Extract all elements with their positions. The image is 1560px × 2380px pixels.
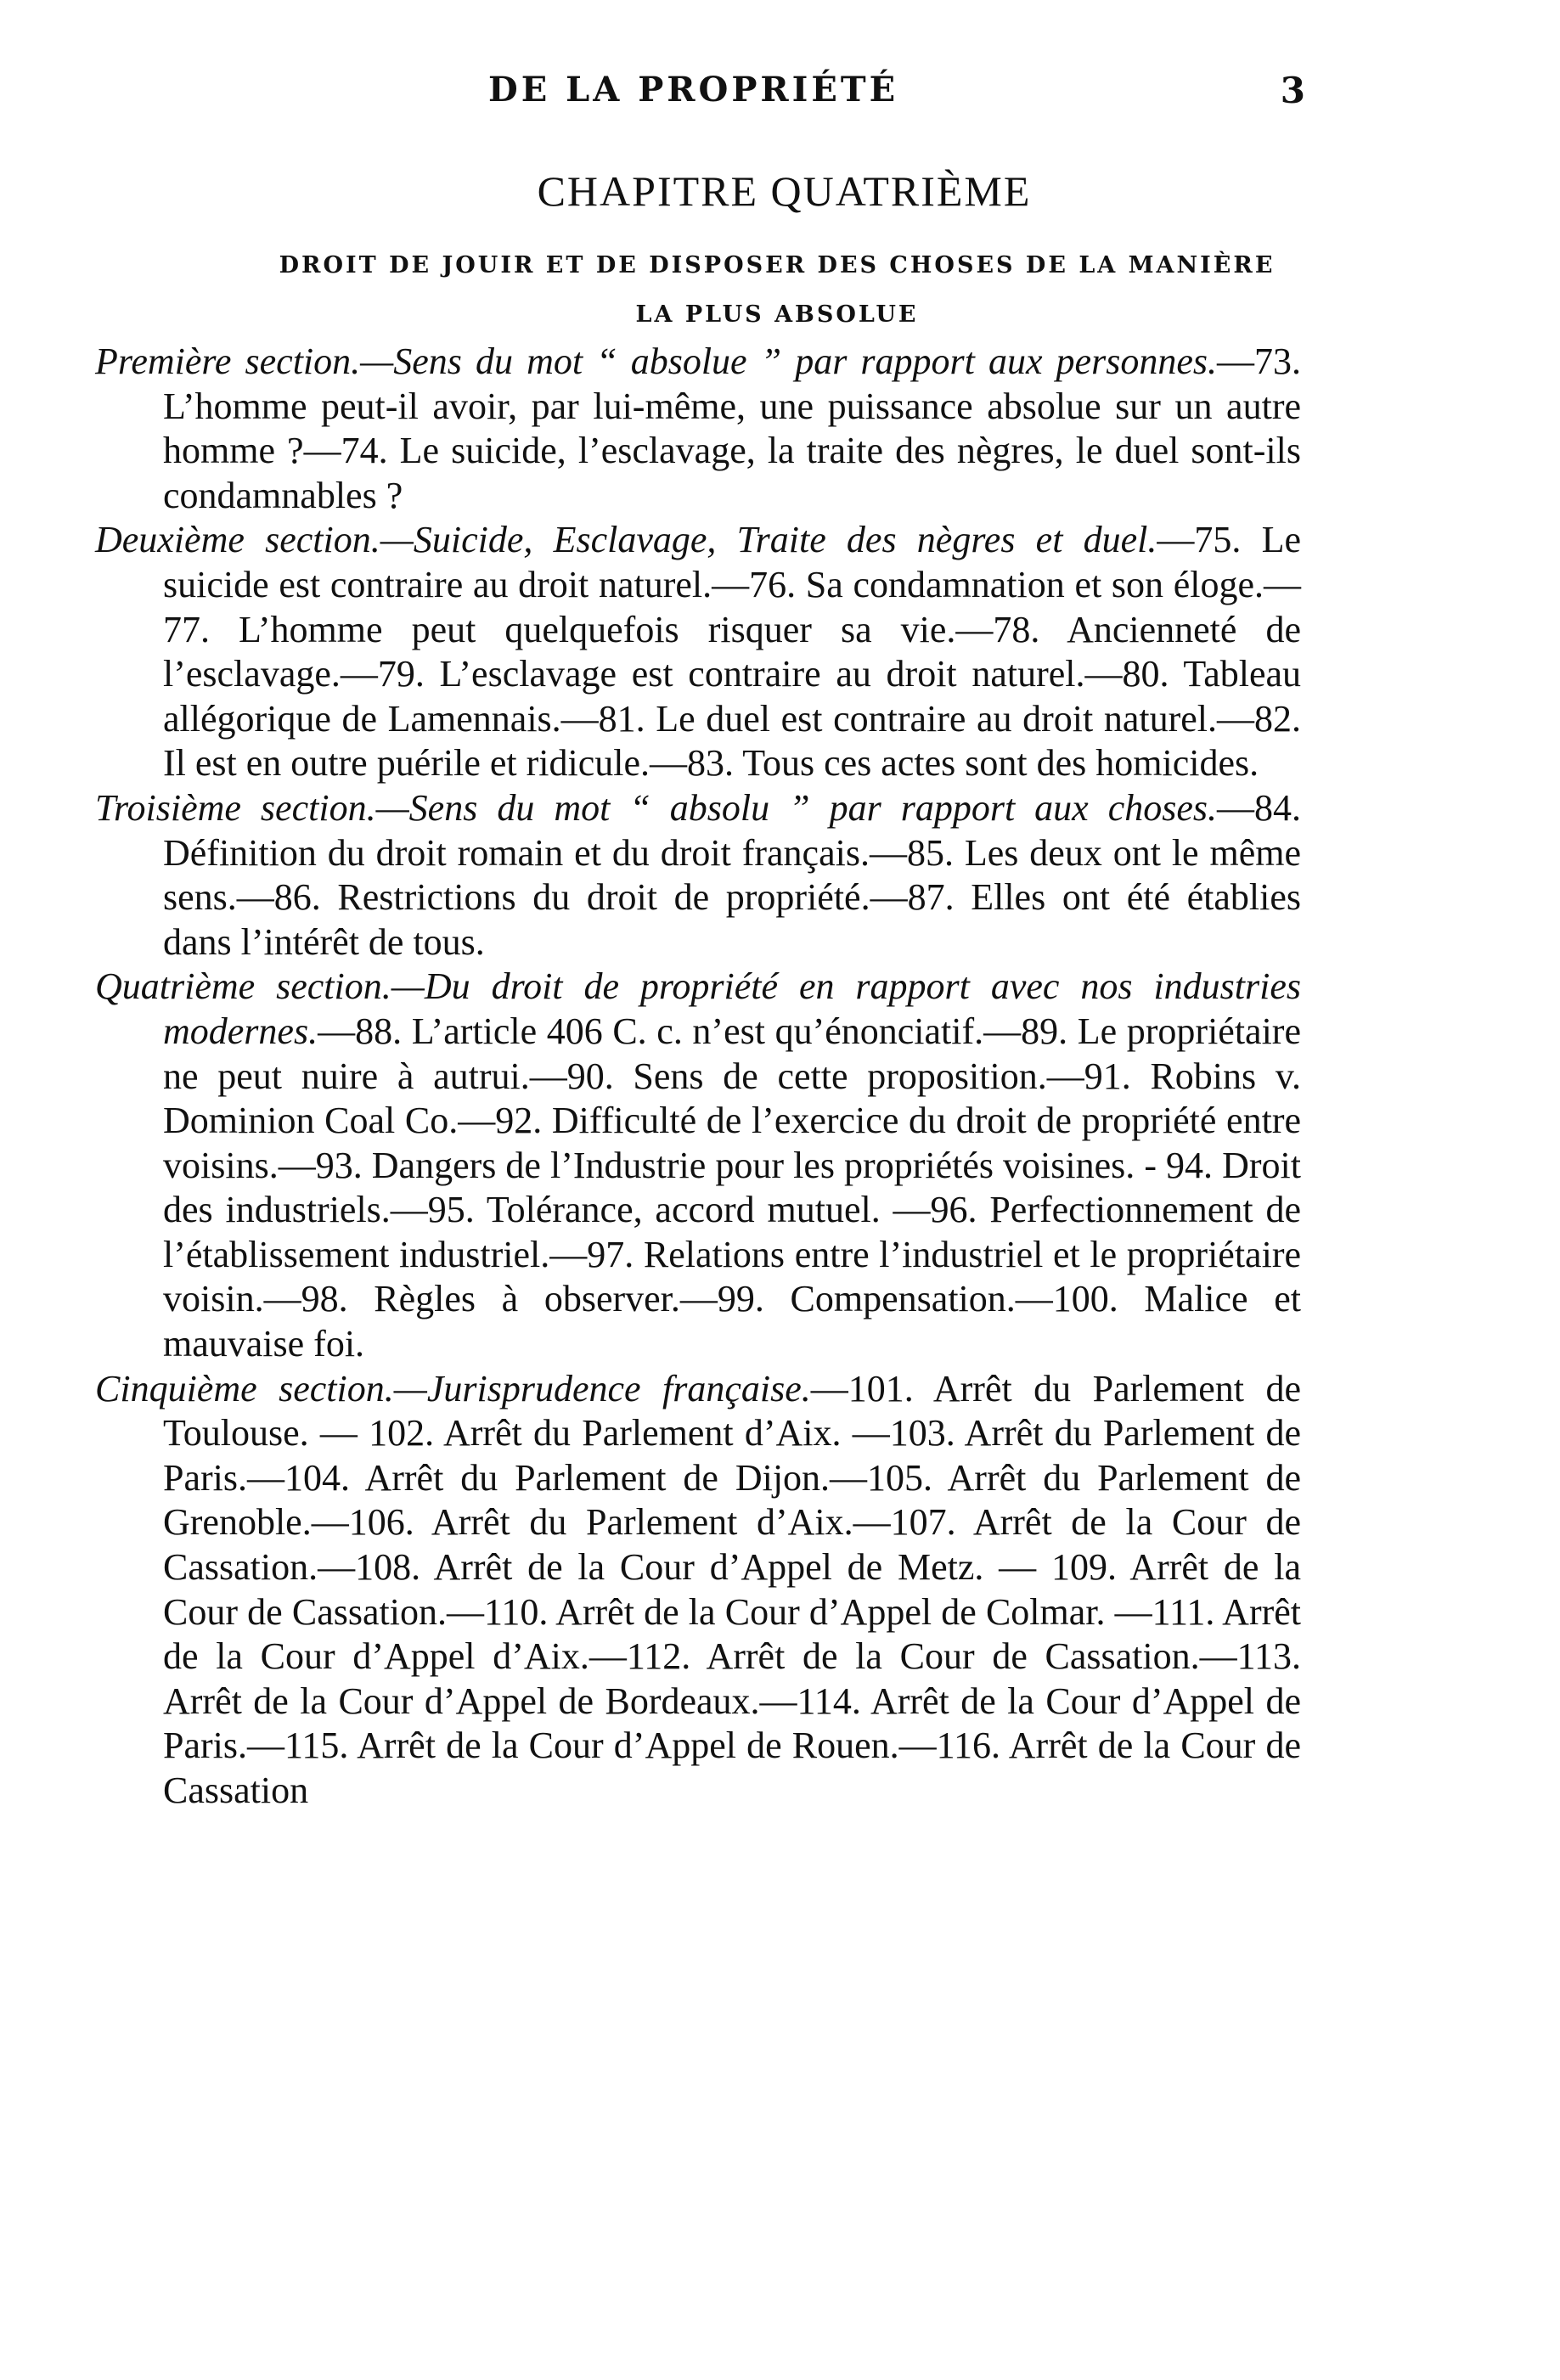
running-title: DE LA PROPRIÉTÉ bbox=[488, 70, 899, 110]
section-3 bbox=[95, 786, 1301, 965]
section-2-title: Deuxième section.—Suicide, Esclavage, Traite des nègres et duel. bbox=[95, 519, 1157, 561]
chapter-subtitle-line1: DROIT DE JOUIR ET DE DISPOSER DES CHOSES DE LA MANIÈRE bbox=[279, 252, 1276, 279]
section-4-title: Quatrième section.—Du droit de propriété en rapport avec nos industries modernes. bbox=[95, 965, 1301, 1052]
section-5 bbox=[95, 1367, 1301, 1814]
chapter-subtitle-line2: LA PLUS ABSOLUE bbox=[635, 301, 919, 328]
section-4 bbox=[95, 965, 1301, 1366]
page-header bbox=[0, 70, 1560, 121]
chapter-title: CHAPITRE QUATRIÈME bbox=[537, 167, 1032, 215]
section-1-title: Première section.—Sens du mot “ absolue ” par rapport aux personnes. bbox=[95, 340, 1217, 382]
section-2 bbox=[95, 518, 1301, 786]
section-3-title: Troisième section.—Sens du mot “ absolu ” par rapport aux choses. bbox=[95, 786, 1217, 829]
page-number: 3 bbox=[1280, 70, 1305, 111]
section-5-body: —101. Arrêt du Parlement de Toulouse. — 102. Arrêt du Parlement d’Aix. —103. Arrêt du Parlement de Paris.—104. Arrêt du Parlement de Dijon.—105. Arrêt du Parlement de Grenoble.—106. Arrêt du Parlement d’Aix.—107. Arrêt de la Cour de Cassation.—108. Arrêt de la Cour d’Appel de Metz. — 109. Arrêt de la Cour de Cassation.—110. Arrêt de la Cour d’Appel de Colmar. —111. Arrêt de la Cour d’Appel d’Aix.—112. Arrêt de la Cour de Cassation.—113. Arrêt de la Cour d’Appel de Bordeaux.—114. Arrêt de la Cour d’Appel de Paris.—115. Arrêt de la Cour d’Appel de Rouen.—116. Arrêt de la Cour de Cassation bbox=[163, 1367, 1301, 1811]
section-1-body: —73. L’homme peut-il avoir, par lui-même, une puissance absolue sur un autre homme ?—74. Le suicide, l’esclavage, la traite des nègres, le duel sont-ils condamnables ? bbox=[163, 340, 1301, 516]
section-1 bbox=[95, 340, 1301, 518]
table-of-contents bbox=[95, 340, 1301, 1814]
section-4-body: —88. L’article 406 C. c. n’est qu’énonciatif.—89. Le propriétaire ne peut nuire à autrui.—90. Sens de cette proposition.—91. Robins v. Dominion Coal Co.—92. Difficulté de l’exercice du droit de propriété entre voisins.—93. Dangers de l’Industrie pour les propriétés voisines. - 94. Droit des industriels.—95. Tolérance, accord mutuel. —96. Perfectionnement de l’établissement industriel.—97. Relations entre l’industriel et le propriétaire voisin.—98. Règles à observer.—99. Compensation.—100. Malice et mauvaise foi. bbox=[163, 1010, 1301, 1365]
chapter-subtitle bbox=[170, 241, 1384, 340]
section-2-body: —75. Le suicide est contraire au droit naturel.—76. Sa condamnation et son éloge.—77. L’homme peut quelquefois risquer sa vie.—78. Ancienneté de l’esclavage.—79. L’esclavage est contraire au droit naturel.—80. Tableau allégorique de Lamennais.—81. Le duel est contraire au droit naturel.—82. Il est en outre puérile et ridicule.—83. Tous ces actes sont des homicides. bbox=[163, 519, 1302, 785]
section-3-body: —84. Définition du droit romain et du droit français.—85. Les deux ont le même sens.—86. Restrictions du droit de propriété.—87. Elles ont été établies dans l’intérêt de tous. bbox=[163, 786, 1301, 963]
section-5-title: Cinquième section.—Jurisprudence française. bbox=[95, 1367, 811, 1409]
page-bottom-margin bbox=[0, 2372, 1560, 2380]
